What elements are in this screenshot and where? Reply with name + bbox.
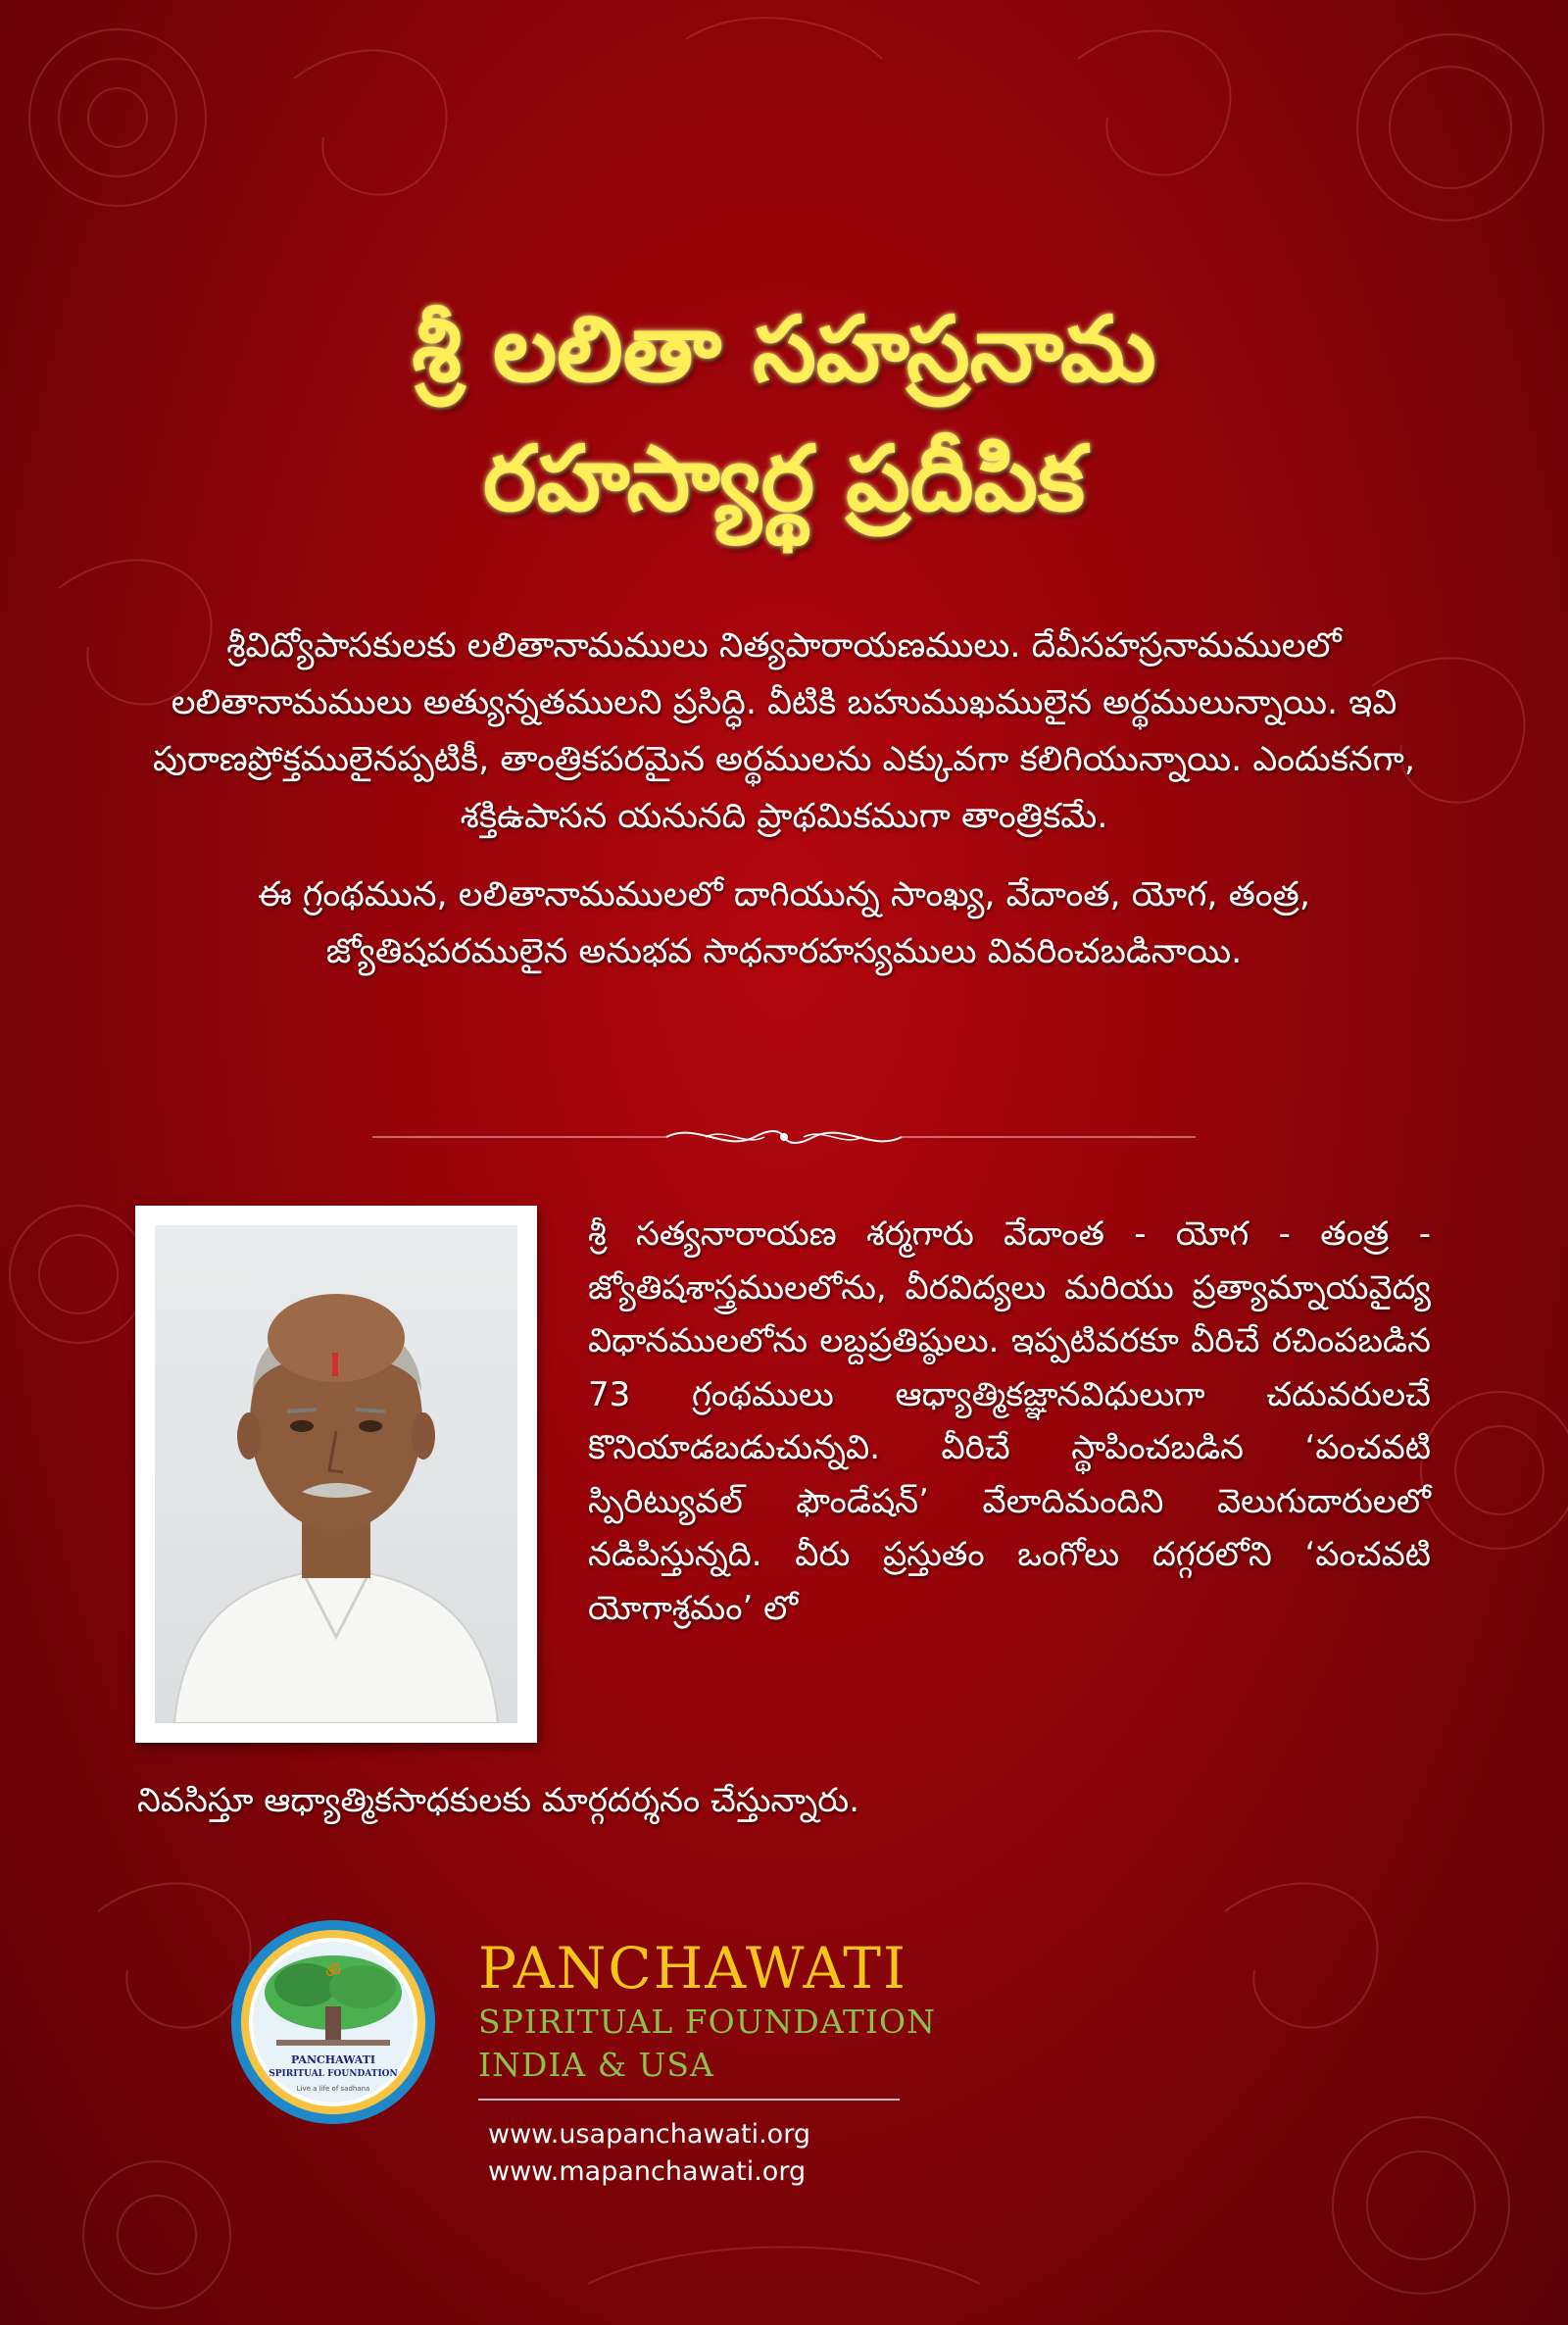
- panchawati-logo: [227, 1916, 439, 2128]
- intro-paragraph-1: శ్రీవిద్యోపాసకులకు లలితానామములు నిత్యపారాయణములు. దేవీసహస్రనామములలో లలితానామములు అత్యున్నతములని ప్రసిద్ధి. వీటికి బహుముఖములైన అర్థములున్నాయి. ఇవి పురాణప్రోక్తములైనప్పటికీ, తాంత్రికపరమైన అర్థములను ఎక్కువగా కలిగియున్నాయి. ఎందుకనగా, శక్తిఉపాసన యనునది ప్రాథమికముగా తాంత్రికమే.: [153, 626, 1415, 836]
- intro-section: [137, 618, 1431, 1002]
- intro-paragraph-2: ఈ గ్రంథమున, లలితానామములలో దాగియున్న సాంఖ్య, వేదాంత, యోగ, తంత్ర, జ్యోతిషపరములైన అనుభవ సాధనారహస్యములు వివరించబడినాయి.: [258, 875, 1310, 971]
- author-bio-end: నివసిస్తూ ఆధ్యాత్మికసాధకులకు మార్గదర్శనం చేస్తున్నారు.: [137, 1781, 859, 1820]
- brand-subtitle-2: INDIA & USA: [478, 2046, 714, 2084]
- author-photo-frame: [135, 1206, 537, 1743]
- om-icon: ॐ: [324, 1961, 342, 1982]
- book-title-line-2: రహస్యార్థ ప్రదీపిక: [482, 425, 1086, 531]
- ornamental-divider: [372, 1122, 1196, 1152]
- website-link-india[interactable]: www.mapanchawati.org: [488, 2156, 807, 2187]
- brand-divider: [478, 2099, 900, 2101]
- author-bio: శ్రీ సత్యనారాయణ శర్మగారు వేదాంత - యోగ - తంత్ర - జ్యోతిషశాస్త్రములలోను, వీరవిద్యలు మరియు ప్రత్యామ్నాయవైద్య విధానములలోను లబ్దప్రతిష్ఠులు. ఇప్పటివరకూ వీరిచే రచింపబడిన 73 గ్రంథములు ఆధ్యాత్మికజ్ఞానవిధులుగా చదువరులచే కొనియాడబడుచున్నవి. వీరిచే స్థాపించబడిన ‘పంచవటి స్పిరిట్యువల్ ఫౌండేషన్’ వేలాదిమందిని వెలుగుదారులలో నడిపిస్తున్నది. వీరు ప్రస్తుతం ఒంగోలు దగ్గరలోని ‘పంచవటి యోగాశ్రమం’ లో: [588, 1214, 1431, 1628]
- brand-subtitle-1: SPIRITUAL FOUNDATION: [478, 2003, 936, 2041]
- book-title: [0, 284, 1568, 543]
- brand-name: PANCHAWATI: [478, 1935, 907, 2002]
- logo-inner-line-1: PANCHAWATI: [290, 2053, 376, 2066]
- author-photo: [155, 1225, 517, 1723]
- brand-block: [478, 1936, 936, 2191]
- logo-inner-line-2: SPIRITUAL FOUNDATION: [269, 2069, 398, 2079]
- website-link-usa[interactable]: www.usapanchawati.org: [488, 2119, 810, 2150]
- logo-tagline: Live a life of sadhana: [296, 2085, 370, 2093]
- book-title-line-1: శ్రీ లలితా సహస్రనామ: [412, 296, 1156, 402]
